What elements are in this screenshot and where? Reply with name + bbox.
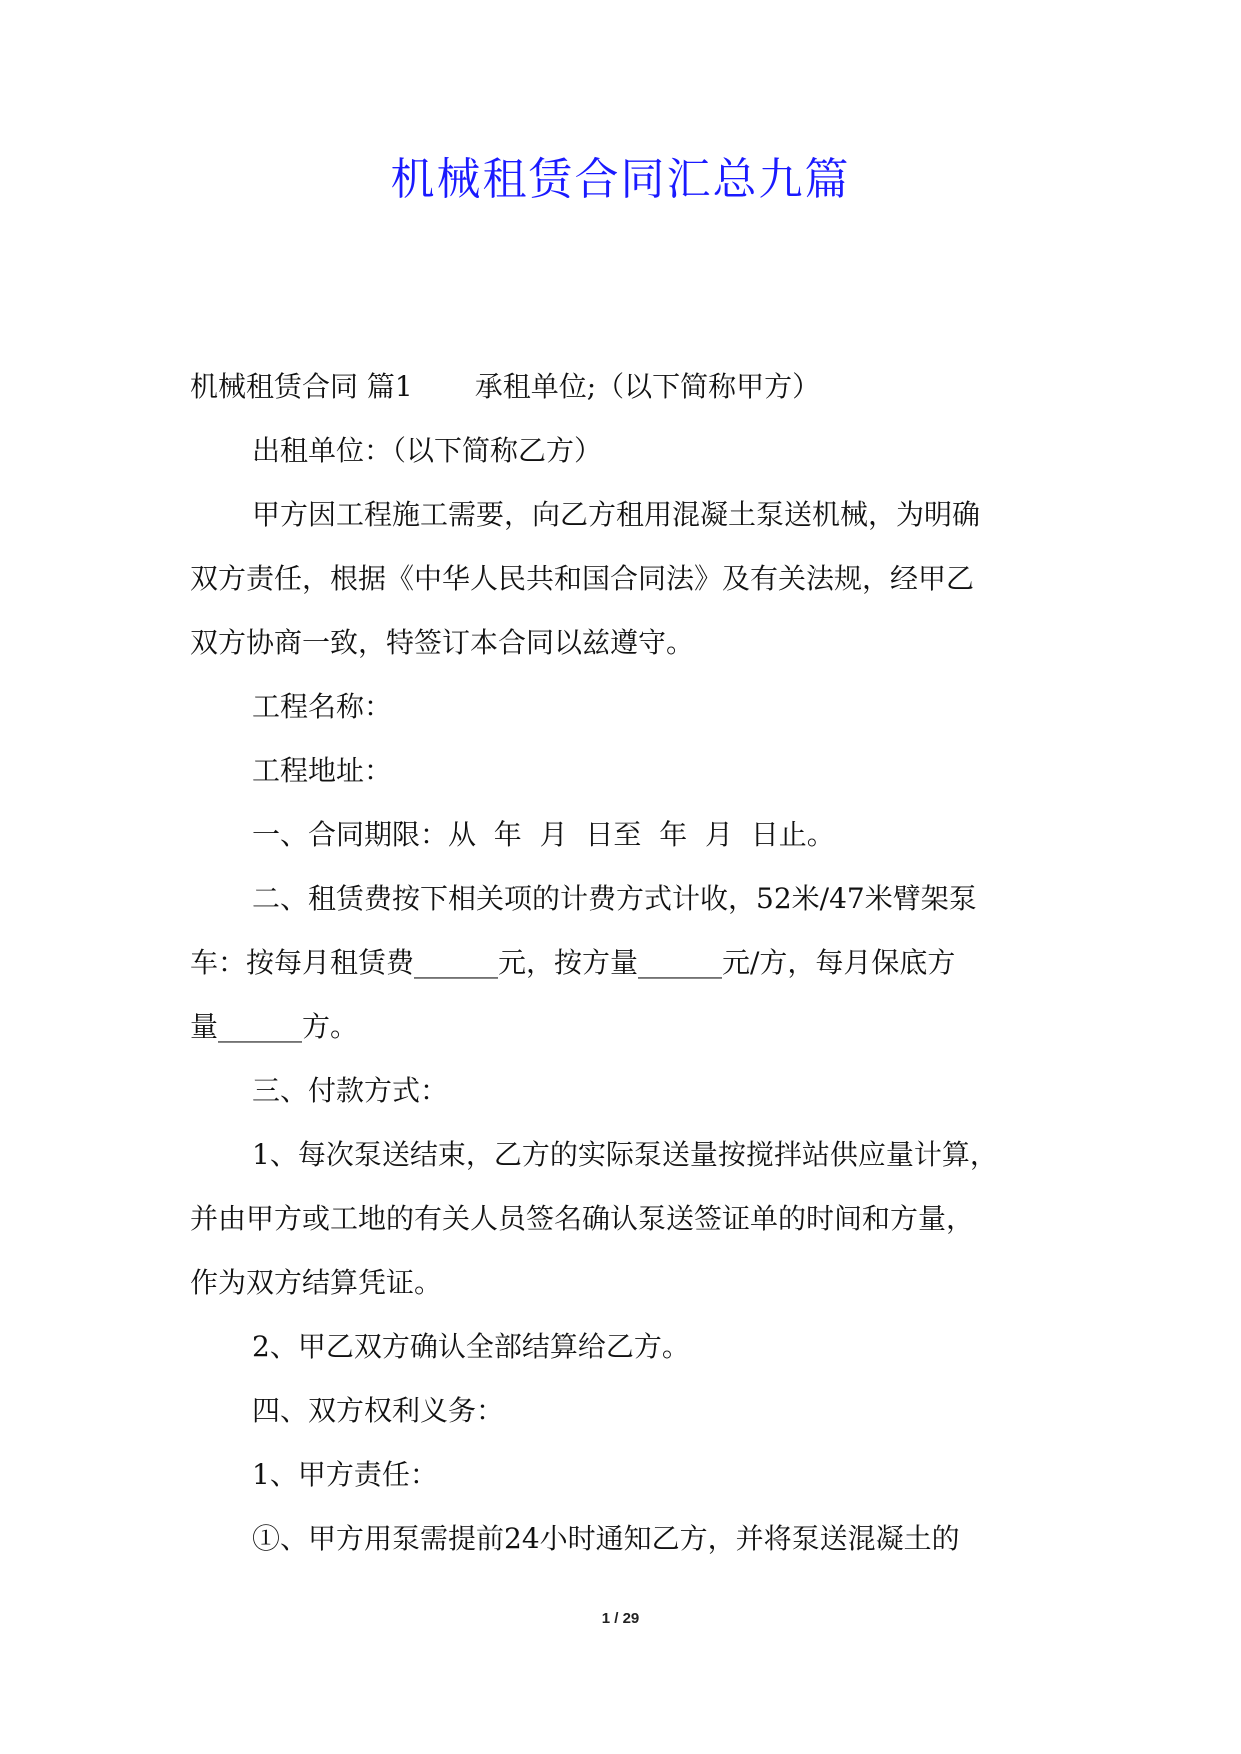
contract-term-line: 一、合同期限：从 年 月 日至 年 月 日止。 — [252, 818, 835, 851]
party-a-item-1-line: ①、甲方用泵需提前24小时通知乙方，并将泵送混凝土的 — [252, 1522, 960, 1555]
text-line: 作为双方结算凭证。 — [190, 1266, 443, 1299]
text-line: 量______方。 — [190, 1010, 359, 1043]
text-line: 双方责任，根据《中华人民共和国合同法》及有关法规，经甲乙 — [190, 562, 975, 595]
paragraph-payment-1 — [190, 1123, 1052, 1315]
text-line: 1、每次泵送结束，乙方的实际泵送量按搅拌站供应量计算， — [252, 1138, 998, 1171]
text-line: 甲方因工程施工需要，向乙方租用混凝土泵送机械，为明确 — [252, 498, 981, 531]
lessee-unit-line: 承租单位;（以下简称甲方） — [474, 370, 821, 403]
document-title: 机械租赁合同汇总九篇 — [390, 154, 851, 205]
text-line: 二、租赁费按下相关项的计费方式计收，52米/47米臂架泵 — [252, 882, 977, 915]
lessor-unit-line: 出租单位：（以下简称乙方） — [252, 434, 603, 467]
paragraph-preamble — [190, 483, 1052, 675]
page-number: 1 / 29 — [601, 1610, 640, 1627]
party-a-responsibility-heading: 1、甲方责任： — [252, 1458, 438, 1491]
paragraph-rental-fee — [190, 867, 1052, 1059]
project-name-line: 工程名称： — [252, 690, 393, 723]
text-line: 车：按每月租赁费______元，按方量______元/方，每月保底方 — [190, 946, 956, 979]
contract-section-heading: 机械租赁合同 篇1 — [190, 370, 413, 403]
document-body — [190, 355, 1052, 1571]
text-line: 双方协商一致，特签订本合同以兹遵守。 — [190, 626, 695, 659]
project-address-line: 工程地址： — [252, 754, 393, 787]
paragraph-contract-1-heading — [190, 355, 1052, 419]
text-line: 并由甲方或工地的有关人员签名确认泵送签证单的时间和方量， — [190, 1202, 975, 1235]
payment-method-heading: 三、付款方式： — [252, 1074, 449, 1107]
payment-2-line: 2、甲乙双方确认全部结算给乙方。 — [252, 1330, 690, 1363]
rights-obligations-heading: 四、双方权利义务： — [252, 1394, 505, 1427]
